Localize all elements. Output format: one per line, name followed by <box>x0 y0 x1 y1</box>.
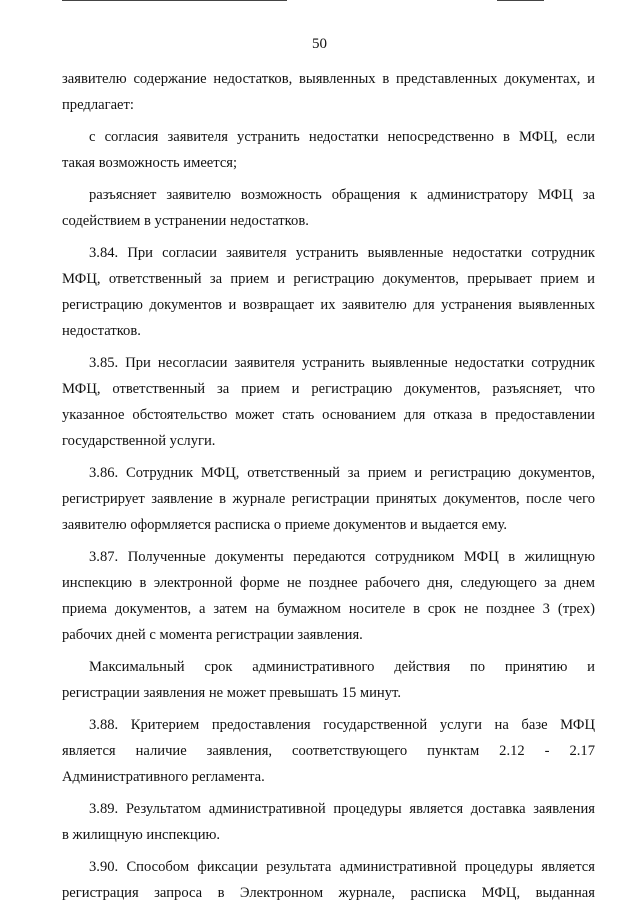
text-line: регистрации заявления не может превышать 15 минут. <box>62 685 401 701</box>
text-line: является наличие заявления, соответствующего пунктам 2.12 - 2.17 <box>62 743 595 759</box>
text-line: 3.89. Результатом административной процедуры является доставка заявления <box>89 801 595 817</box>
text-line: недостатков. <box>62 323 141 339</box>
text-line: рабочих дней с момента регистрации заявления. <box>62 627 363 643</box>
text-line: 3.86. Сотрудник МФЦ, ответственный за прием и регистрацию документов, <box>89 465 595 481</box>
text-line: в жилищную инспекцию. <box>62 827 221 843</box>
text-line: предлагает: <box>62 97 134 113</box>
text-line: МФЦ, ответственный за прием и регистрацию документов, прерывает прием и <box>62 271 595 287</box>
text-line: 3.88. Критерием предоставления государственной услуги на базе МФЦ <box>89 717 595 733</box>
text-line: разъясняет заявителю возможность обращения к администратору МФЦ за <box>89 187 595 203</box>
text-line: 3.84. При согласии заявителя устранить выявленные недостатки сотрудник <box>89 245 595 261</box>
text-line: регистрация запроса в Электронном журнале, расписка МФЦ, выданная <box>62 885 595 901</box>
text-line: государственной услуги. <box>62 433 216 449</box>
text-line: регистрирует заявление в журнале регистрации принятых документов, после чего <box>62 491 595 507</box>
text-line: такая возможность имеется; <box>62 155 238 171</box>
text-line: инспекцию в электронной форме не позднее рабочего дня, следующего за днем <box>62 575 595 591</box>
text-line: заявителю содержание недостатков, выявленных в представленных документах, и <box>62 71 595 87</box>
top-rule-left <box>62 0 287 1</box>
text-line: 3.87. Полученные документы передаются сотрудником МФЦ в жилищную <box>89 549 595 565</box>
text-line: Административного регламента. <box>62 769 265 785</box>
text-line: приема документов, а затем на бумажном носителе в срок не позднее 3 (трех) <box>62 601 595 617</box>
text-line: 3.85. При несогласии заявителя устранить выявленные недостатки сотрудник <box>89 355 595 371</box>
page-number: 50 <box>312 36 327 52</box>
text-line: содействием в устранении недостатков. <box>62 213 309 229</box>
text-line: с согласия заявителя устранить недостатки непосредственно в МФЦ, если <box>89 129 595 145</box>
text-line: МФЦ, ответственный за прием и регистрацию документов, разъясняет, что <box>62 381 595 397</box>
document-body <box>62 66 595 906</box>
text-line: заявителю оформляется расписка о приеме документов и выдается ему. <box>62 517 507 533</box>
top-rule-right <box>497 0 544 1</box>
text-line: Максимальный срок административного действия по принятию и <box>89 659 595 675</box>
text-line: 3.90. Способом фиксации результата административной процедуры является <box>89 859 595 875</box>
text-line: регистрацию документов и возвращает их заявителю для устранения выявленных <box>62 297 595 313</box>
text-line: указанное обстоятельство может стать основанием для отказа в предоставлении <box>62 407 595 423</box>
